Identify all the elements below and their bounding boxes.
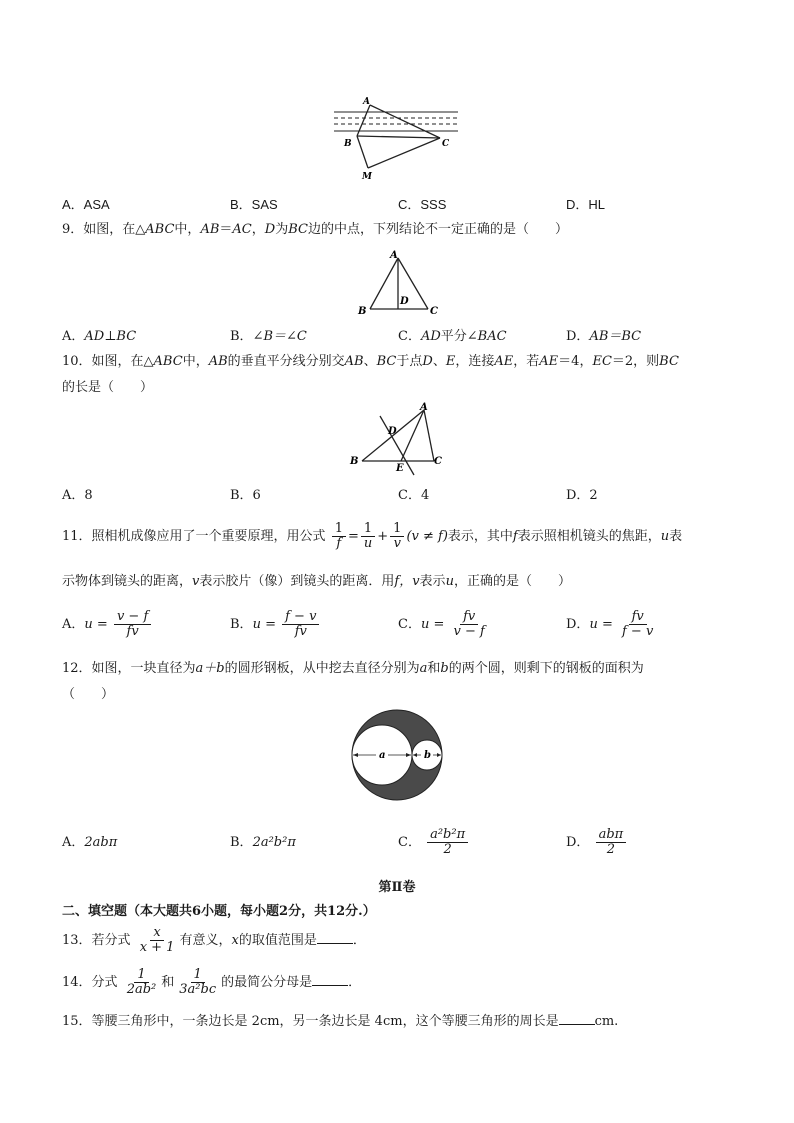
q9-option-b: B．∠B＝∠C (230, 329, 307, 344)
q8-option-a: A．ASA (62, 197, 110, 212)
q12-option-d: D． $\frac{\text{abπ}}{2}$ (566, 826, 628, 860)
q8-label-m: M (362, 172, 372, 180)
q12-label-a: a (379, 750, 386, 761)
q15-answer-blank[interactable] (559, 1012, 595, 1025)
q14-answer-blank[interactable] (312, 973, 348, 986)
q10-label-d: D (388, 426, 397, 437)
formula-1-over-v: $\frac{1}{v}$ (390, 522, 404, 551)
q8-option-d: D．HL (566, 197, 606, 212)
q12-option-b: B．2a²b²π (230, 835, 296, 850)
q11-stem-line2: 示物体到镜头的距离，v表示胶片（像）到镜头的距离．用f，v表示u，正确的是（ ） (62, 574, 571, 589)
q14: 14．分式 $\frac{1}{\text{2ab²}}$ 和 $\frac{1}{\text{3a²bc}}$ 的最简公分母是 ． (62, 967, 362, 997)
q8-option-b: B．SAS (230, 197, 278, 212)
q8-figure (330, 94, 462, 180)
q10-label-b: B (350, 456, 359, 467)
q12-stem-line2: （ ） (62, 687, 115, 702)
section-title: 第Ⅱ卷 (378, 880, 416, 895)
q12-stem-line1: 12．如图，一块直径为a＋b的圆形钢板，从中挖去直径分别为a和b的两个圆，则剩下的钢板的面积为 (62, 661, 644, 676)
q13: 13．若分式 $\frac{x}{x + 1}$ 有意义，x的取值范围是 ． (62, 925, 366, 955)
q10-stem-line1: 10．如图，在△ABC中，AB的垂直平分线分别交AB、BC于点D、E，连接AE，若AE＝4，EC＝2，则BC (62, 354, 679, 369)
q9-label-b: B (358, 306, 367, 317)
q10-option-c: C．4 (398, 488, 430, 503)
q8-option-c: C．SSS (398, 197, 447, 212)
q9-option-a: A．AD⊥BC (62, 329, 137, 344)
q12-option-c: C． $\frac{\text{a²b²π}}{2}$ (398, 826, 470, 860)
q8-label-c: C (442, 139, 450, 149)
q10-option-a: A．8 (62, 488, 93, 503)
q9-option-c: C．AD平分∠BAC (398, 329, 507, 344)
q9-label-c: C (430, 306, 438, 317)
q10-option-d: D．2 (566, 488, 598, 503)
q9-label-a: A (390, 250, 398, 261)
formula-1-over-f: $\frac{1}{f}$ (332, 522, 346, 551)
q10-option-b: B．6 (230, 488, 261, 503)
q12-option-a: A．2abπ (62, 835, 118, 850)
q13-answer-blank[interactable] (317, 931, 353, 944)
q9-label-d: D (400, 296, 409, 307)
q10-label-c: C (434, 456, 442, 467)
q9-option-d: D．AB＝BC (566, 329, 642, 344)
q15: 15．等腰三角形中，一条边长是 2cm，另一条边长是 4cm，这个等腰三角形的周长是 cm. (62, 1014, 619, 1029)
q12-label-b: b (424, 750, 431, 761)
q10-stem-line2: 的长是（ ） (62, 380, 154, 395)
q11-option-d: D．u = $\frac{fv}{f - v}$ (566, 609, 654, 639)
q10-label-e: E (396, 463, 404, 474)
q11-option-c: C．u = $\frac{fv}{v - f}$ (398, 609, 485, 639)
q11-option-a: A．u = $\frac{v - f}{fv}$ (62, 608, 153, 642)
q11-stem-line1: 11．照相机成像应用了一个重要原理，用公式 $\frac{1}{f}$ = $\frac{1}{u}$ + $\frac{1}{v}$ (v ≠ f)表示，其中f表示照相机镜头的焦距，u表 (62, 521, 683, 551)
q10-label-a: A (420, 402, 428, 413)
q11-option-b: B．u = $\frac{f - v}{fv}$ (230, 608, 321, 642)
q8-label-b: B (344, 139, 352, 149)
q10-figure (348, 400, 448, 476)
q8-label-a: A (363, 97, 370, 107)
q12-figure (350, 708, 444, 802)
formula-1-over-u: $\frac{1}{u}$ (361, 522, 375, 551)
q9-stem: 9．如图，在△ABC中，AB＝AC，D为BC边的中点，下列结论不一定正确的是（ ） (62, 222, 568, 237)
section-heading: 二、填空题（本大题共6小题，每小题2分，共12分.） (62, 904, 376, 919)
q9-figure (352, 250, 444, 320)
